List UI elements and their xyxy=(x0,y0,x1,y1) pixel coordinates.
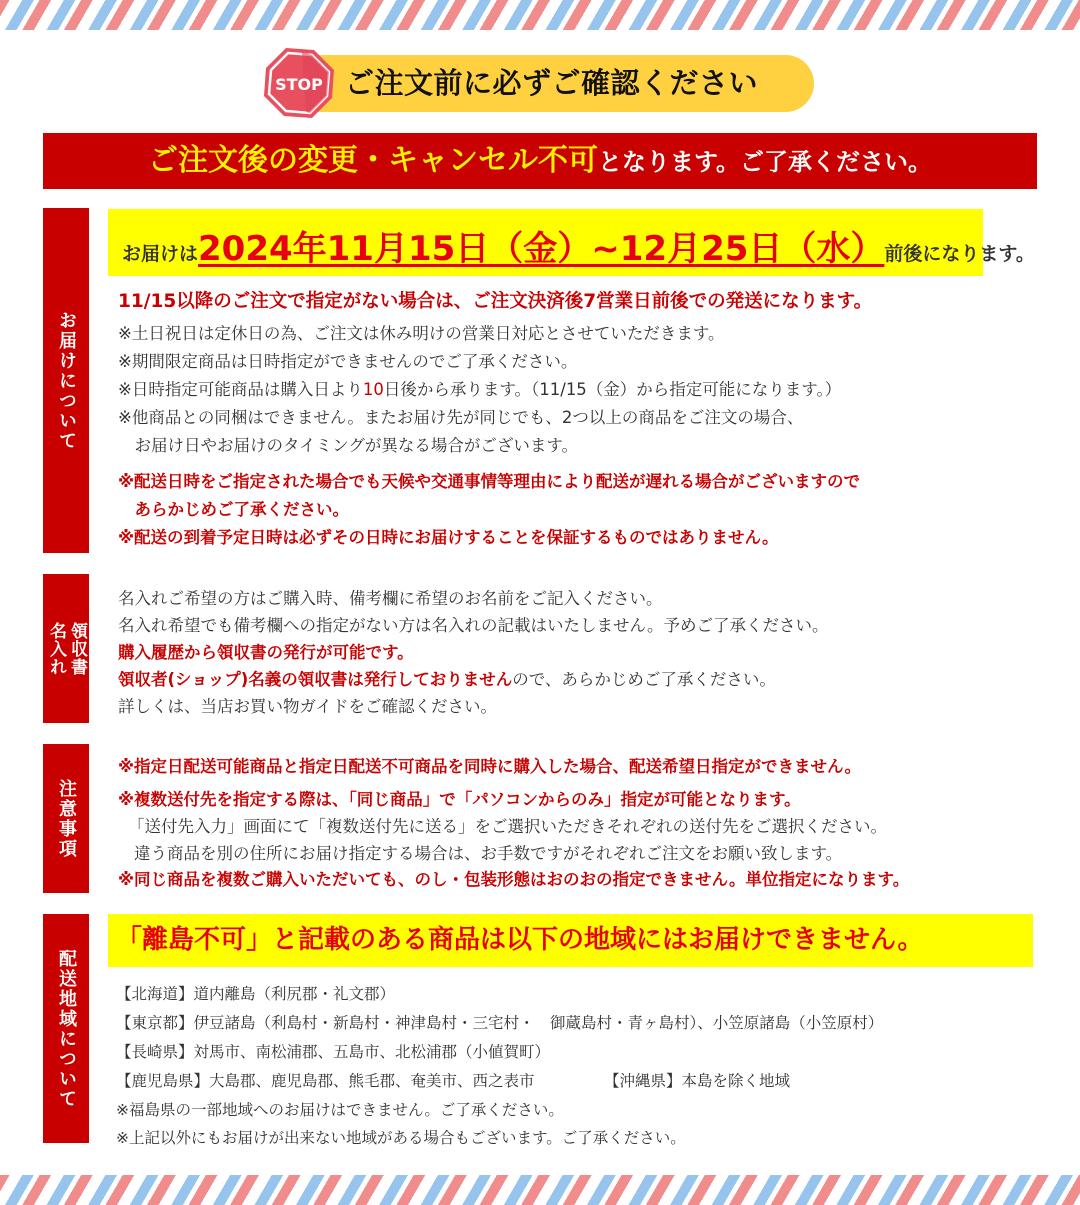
shopping-guide-note: 詳しくは、当店お買い物ガイドをご確認ください。 xyxy=(118,697,498,716)
delivery-note: ※期間限定商品は日時指定ができませんのでご了承ください。 xyxy=(118,352,578,371)
section-label-delivery-area xyxy=(43,914,89,1143)
island-restriction-banner: 「離島不可」と記載のある商品は以下の地域にはお届けできません。 xyxy=(108,914,1033,967)
note-text: ※日時指定可能商品は購入日より xyxy=(118,380,363,399)
decorative-stripe-bottom xyxy=(0,1175,1080,1205)
caution-line: ※同じ商品を複数ご購入いただいても、のし・包装形態はおのおの指定できません。単位指定になります。 xyxy=(118,870,910,889)
no-cancel-banner xyxy=(43,133,1037,189)
note-highlight: 10 xyxy=(362,380,384,399)
receipt-available: 購入履歴から領収書の発行が可能です。 xyxy=(118,643,414,662)
no-cancel-highlight: ご注文後の変更・キャンセル不可 xyxy=(147,143,598,178)
delivery-warning: ※配送日時をご指定された場合でも天候や交通事情等理由により配送が遅れる場合がございますので xyxy=(118,472,861,491)
caution-line: ※複数送付先を指定する際は、「同じ商品」で「パソコンからのみ」指定が可能となります。 xyxy=(118,790,801,809)
region-item: 【鹿児島県】大島郡、鹿児島郡、熊毛郡、奄美市、西之表市 xyxy=(116,1072,535,1090)
no-cancel-rest: となります。ご了承ください。 xyxy=(597,148,933,176)
name-receipt-line: 名入れご希望の方はご購入時、備考欄に希望のお名前をご記入ください。 xyxy=(118,589,663,608)
section-label-cautions xyxy=(43,744,89,893)
region-item: 【沖縄県】本島を除く地域 xyxy=(604,1072,791,1090)
delivery-lead: 11/15以降のご注文で指定がない場合は、ご注文決済後7営業日前後での発送になります。 xyxy=(118,291,873,312)
page-title: ご注文前に必ずご確認ください xyxy=(345,66,759,100)
delivery-note: お届け日やお届けのタイミングが異なる場合がございます。 xyxy=(118,436,579,455)
delivery-note: ※土日祝日は定休日の為、ご注文は休み明けの営業日対応とさせていただきます。 xyxy=(118,324,725,343)
section-label-text: お届けについて xyxy=(56,310,77,451)
delivery-warning: あらかじめご了承ください。 xyxy=(118,500,349,519)
delivery-date-range: 2024年11月15日（金）~12月25日（水） xyxy=(198,229,885,269)
region-note: ※上記以外にもお届けが出来ない地域がある場合もございます。ご了承ください。 xyxy=(116,1129,686,1147)
note-text: 日後から承ります。（11/15（金）から指定可能になります。） xyxy=(383,380,842,399)
name-receipt-line: 名入れ希望でも備考欄への指定がない方は名入れの記載はいたしません。予めご了承ください。 xyxy=(118,616,829,635)
section-label-text: 領収書 xyxy=(67,621,87,676)
caution-line: ※指定日配送可能商品と指定日配送不可商品を同時に購入した場合、配送希望日指定ができません。 xyxy=(118,757,862,776)
note-text: ので、あらかじめご了承ください。 xyxy=(512,670,776,689)
svg-text:STOP: STOP xyxy=(275,75,323,94)
region-item: 【長崎県】対馬市、南松浦郡、五島市、北松浦郡（小値賀町） xyxy=(116,1043,551,1061)
region-note: ※福島県の一部地域へのお届けはできません。ご了承ください。 xyxy=(116,1101,564,1119)
section-label-delivery xyxy=(43,208,89,553)
region-item: 【東京都】伊豆諸島（利島村・新島村・神津島村・三宅村・ 御蔵島村・青ヶ島村）、小笠原諸島（小笠原村） xyxy=(116,1014,884,1032)
section-label-name-receipt xyxy=(43,574,89,723)
section-label-text: 注意事項 xyxy=(56,778,77,859)
caution-line: 「送付先入力」画面にて「複数送付先に送る」をご選択いただきそれぞれの送付先をご選択ください。 xyxy=(128,817,887,836)
section-label-text: 配送地域について xyxy=(56,948,77,1109)
delivery-date-box xyxy=(108,209,1035,276)
receipt-warning: 領収者(ショップ)名義の領収書は発行しておりません xyxy=(118,670,513,689)
name-receipt-line xyxy=(118,666,776,690)
date-prefix: お届けは xyxy=(122,243,199,265)
delivery-note xyxy=(118,376,841,400)
section-label-text: 名入れ xyxy=(46,621,66,676)
delivery-warning: ※配送の到着予定日時は必ずその日時にお届けすることを保証するものではありません。 xyxy=(118,528,779,547)
decorative-stripe-top xyxy=(0,0,1080,30)
stop-sign-icon xyxy=(262,46,336,120)
caution-line: 違う商品を別の住所にお届け指定する場合は、お手数ですがそれぞれご注文をお願い致します。 xyxy=(134,844,843,863)
date-suffix: 前後になります。 xyxy=(884,243,1035,265)
delivery-note: ※他商品との同梱はできません。またお届け先が同じでも、2つ以上の商品をご注文の場合、 xyxy=(118,408,804,427)
region-item: 【北海道】道内離島（利尻郡・礼文郡） xyxy=(116,985,396,1003)
